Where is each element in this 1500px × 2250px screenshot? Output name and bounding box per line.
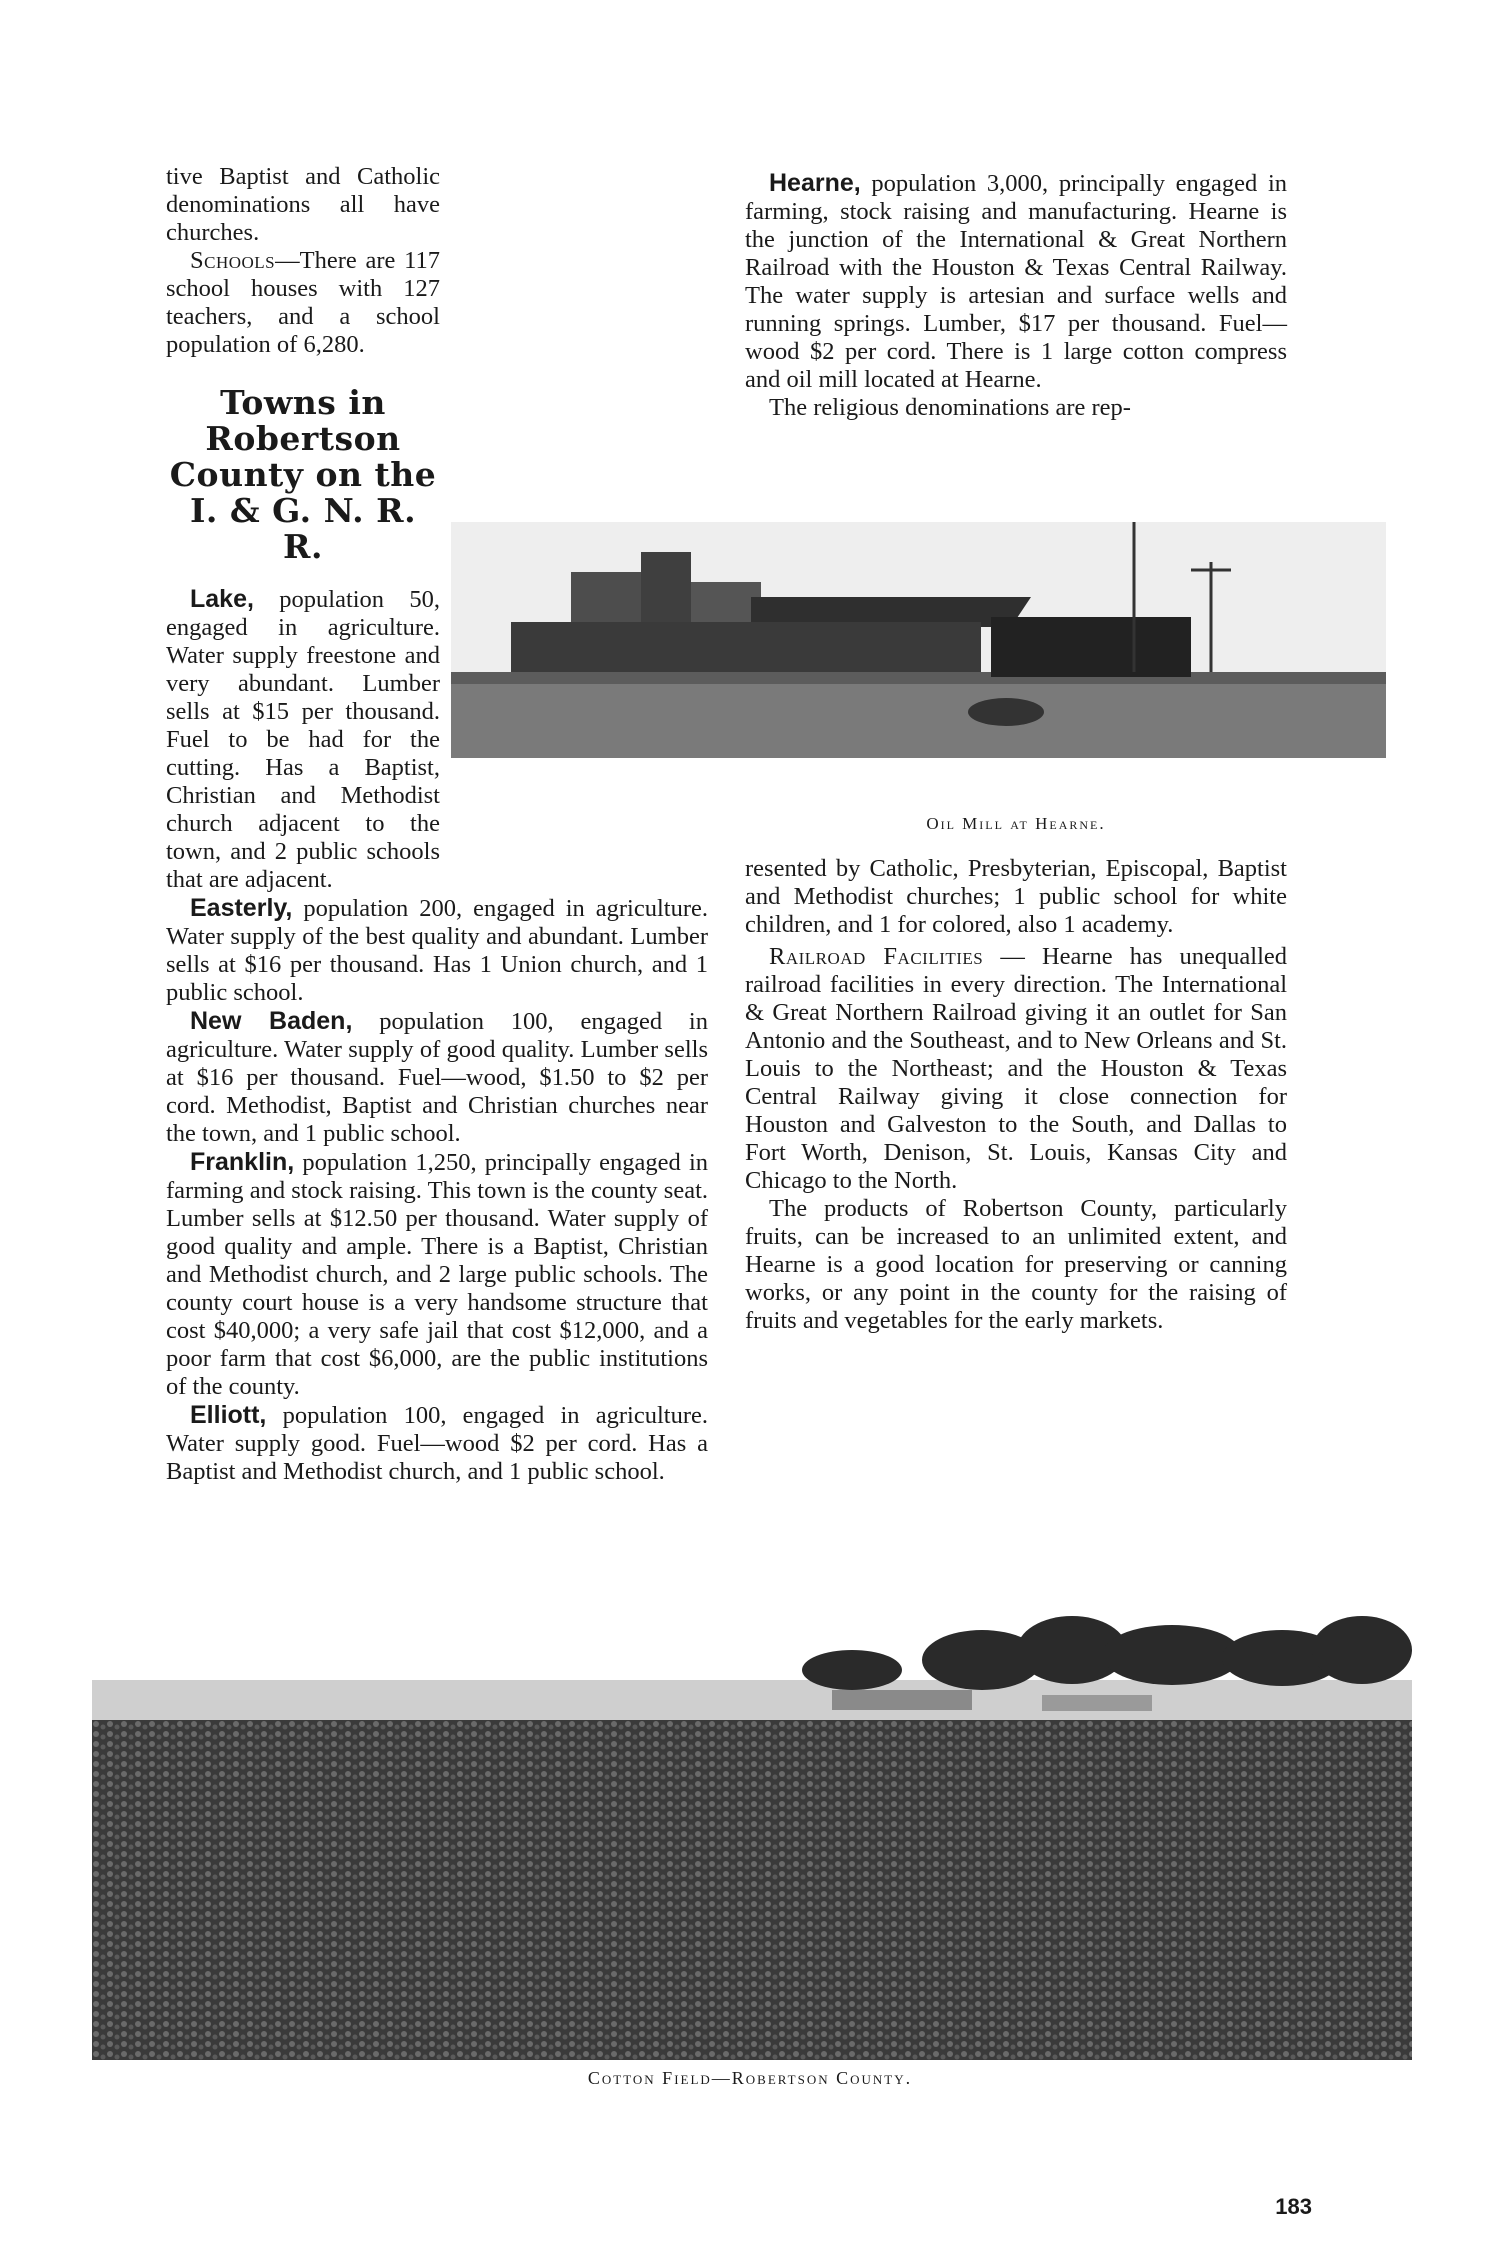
town-name-elliott: Elliott, bbox=[190, 1401, 267, 1429]
town-text-new-baden: population 100, engaged in agriculture. Water supply of good quality. Lumber sells at $16 per thousand. Fuel—wood, $1.50 to $2 per cord. Methodist, Baptist and Christian churches near the town, and 1 public school. bbox=[166, 1008, 708, 1147]
town-name-hearne: Hearne, bbox=[769, 169, 861, 197]
town-text-elliott: population 100, engaged in agriculture. Water supply good. Fuel—wood $2 per cord. Has a Baptist and Methodist church, and 1 public school. bbox=[166, 1402, 708, 1485]
railroad-paragraph bbox=[745, 943, 1287, 1195]
railroad-label: Railroad Facilities bbox=[769, 943, 984, 970]
railroad-text: — Hearne has unequalled railroad facilities in every direction. The International & Great Northern Railroad giving it an outlet for San Antonio and the Southeast, and to New Orleans and St. Louis to the Northeast; and the Houston & Texas Central Railway giving it close connection for Houston and Galveston to the South, and Dallas to Fort Worth, Denison, St. Louis, Kansas City and Chicago to the North. bbox=[745, 943, 1287, 1194]
town-easterly bbox=[166, 894, 708, 1007]
oil-mill-photo bbox=[451, 522, 1386, 758]
schools-text: —There are 117 school houses with 127 teachers, and a school population of 6,280. bbox=[166, 247, 440, 358]
town-name-easterly: Easterly, bbox=[190, 894, 293, 922]
page-number: 183 bbox=[1275, 2194, 1312, 2219]
town-hearne bbox=[745, 169, 1287, 394]
town-text-franklin: population 1,250, principally engaged in farming and stock raising. This town is the county seat. Lumber sells at $12.50 per thousand. Water supply of good quality and ample. There is a Baptist, Christian and Methodist church, and 2 large public schools. The county court house is a very handsome structure that cost $40,000; a very safe jail that cost $12,000, and a poor farm that cost $6,000, are the public institutions of the county. bbox=[166, 1149, 708, 1400]
schools-paragraph bbox=[166, 247, 708, 359]
religious-paragraph-end: resented by Catholic, Presbyterian, Episcopal, Baptist and Methodist churches; 1 public school for white children, and 1 for colored, also 1 academy. bbox=[745, 855, 1287, 938]
section-heading: Towns in Robertson County on the I. & G. N. R. R. bbox=[169, 383, 437, 566]
town-name-new-baden: New Baden, bbox=[190, 1007, 353, 1035]
right-column-top bbox=[745, 169, 1287, 422]
cotton-field-photo bbox=[92, 1540, 1412, 2060]
town-new-baden bbox=[166, 1007, 708, 1148]
town-text-hearne: population 3,000, principally engaged in farming, stock raising and manufacturing. Hearne is the junction of the International & Great Northern Railroad with the Houston & Texas Central Railway. The water supply is artesian and surface wells and running springs. Lumber, $17 per thousand. Fuel—wood $2 per cord. There is 1 large cotton compress and oil mill located at Hearne. bbox=[745, 170, 1287, 393]
religious-paragraph-start: The religious denominations are rep- bbox=[769, 394, 1131, 421]
right-column-lower bbox=[745, 855, 1287, 1335]
products-paragraph: The products of Robertson County, particularly fruits, can be increased to an unlimited extent, and Hearne is a good location for preserving or canning works, or any point in the county for the raising of fruits and vegetables for the early markets. bbox=[745, 1195, 1287, 1334]
town-text-easterly: population 200, engaged in agriculture. Water supply of the best quality and abundant. Lumber sells at $16 per thousand. Has 1 Union church, and 1 public school. bbox=[166, 895, 708, 1006]
town-name-lake: Lake, bbox=[190, 585, 254, 613]
town-elliott bbox=[166, 1401, 708, 1486]
left-column bbox=[166, 163, 708, 1486]
oil-mill-caption: Oil Mill at Hearne. bbox=[926, 814, 1106, 833]
town-franklin bbox=[166, 1148, 708, 1401]
cotton-field-illustration bbox=[92, 1540, 1412, 2060]
schools-label: Schools bbox=[190, 247, 276, 274]
churches-paragraph: tive Baptist and Catholic denominations all have churches. bbox=[166, 163, 440, 246]
cotton-field-caption: Cotton Field—Robertson County. bbox=[587, 2068, 913, 2088]
town-text-lake: population 50, engaged in agriculture. Water supply freestone and very abundant. Lumber sells at $15 per thousand. Fuel to be had for the cutting. Has a Baptist, Christian and Methodist church adjacent to the town, and 2 public schools that are adjacent. bbox=[166, 586, 440, 893]
town-name-franklin: Franklin, bbox=[190, 1148, 295, 1176]
oil-mill-illustration bbox=[451, 522, 1386, 758]
